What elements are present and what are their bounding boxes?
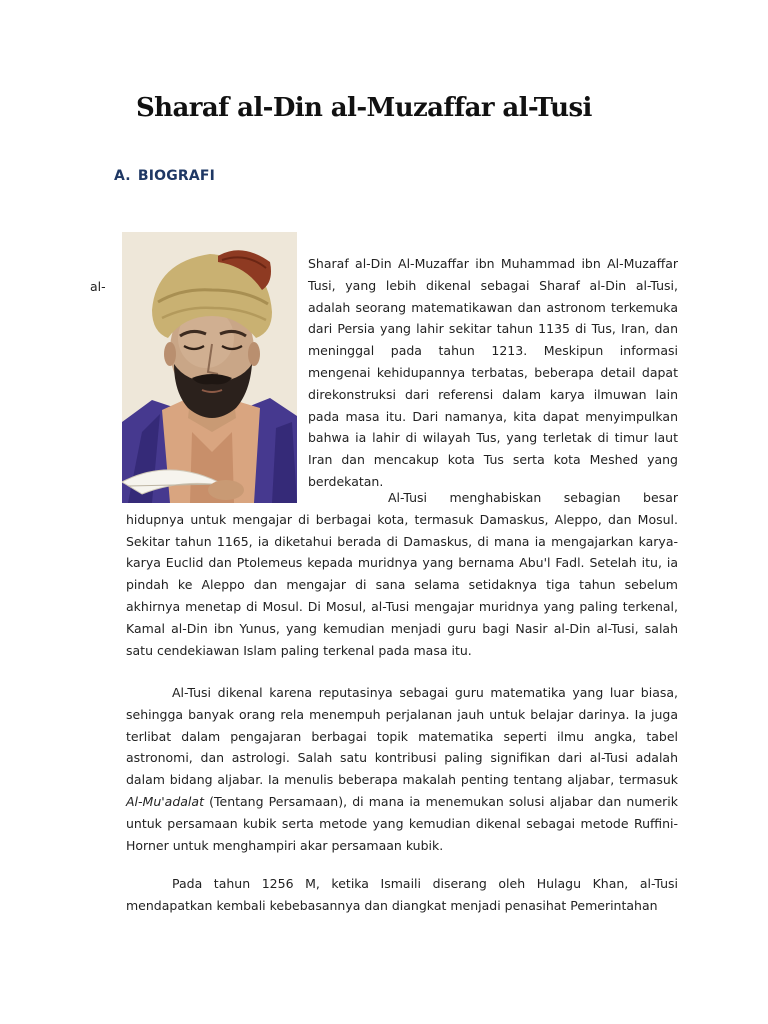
- paragraph-1: Sharaf al-Din Al-Muzaffar ibn Muhammad ibn Al-Muzaffar Tusi, yang lebih dikenal sebagai Sharaf al-Din al-Tusi, adalah seorang matematikawan dan astronom terkemuka dari Persia yang lahir sekitar tahun 1135 di Tus, Iran, dan meninggal pada tahun 1213. Meskipun informasi mengenai kehidupannya terbatas, beberapa detail dapat direkonstruksi dari referensi dalam karya ilmuwan lain pada masa itu. Dari namanya, kita dapat menyimpulkan bahwa ia lahir di wilayah Tus, yang terletak di timur laut Iran dan mencakup kota Tus serta kota Meshed yang berdekatan.: [308, 256, 678, 489]
- stray-text: al-: [90, 279, 106, 294]
- book-title: Al-Mu'adalat: [126, 793, 204, 809]
- paragraph-3: [126, 682, 678, 856]
- paragraph-3-text-b: (Tentang Persamaan), di mana ia menemukan solusi aljabar dan numerik untuk persamaan kubik serta metode yang kemudian dikenal sebagai metode Ruffini-Horner untuk menghampiri akar persamaan kubik.: [126, 793, 678, 853]
- paragraph-4: Pada tahun 1256 M, ketika Ismaili diserang oleh Hulagu Khan, al-Tusi mendapatkan kembali kebebasannya dan diangkat menjadi penasihat Pemerintahan: [126, 876, 678, 913]
- paragraph-3-text-a: Al-Tusi dikenal karena reputasinya sebagai guru matematika yang luar biasa, sehingga banyak orang rela menempuh perjalanan jauh untuk belajar darinya. Ia juga terlibat dalam pengajaran berbagai topik matematika seperti ilmu angka, tabel astronomi, dan astrologi. Salah satu kontribusi paling signifikan dari al-Tusi adalah dalam bidang aljabar. Ia menulis beberapa makalah penting tentang aljabar, termasuk: [126, 685, 678, 788]
- section-heading: [114, 168, 215, 184]
- paragraph-2: [126, 487, 678, 661]
- portrait-illustration-icon: [122, 232, 297, 503]
- document-title: Sharaf al-Din al-Muzaffar al-Tusi: [136, 93, 592, 123]
- paragraph-2-text: Al-Tusi menghabiskan sebagian besar hidupnya untuk mengajar di berbagai kota, termasuk Damaskus, Aleppo, dan Mosul. Sekitar tahun 1165, ia diketahui berada di Damaskus, di mana ia mengajarkan karya-karya Euclid dan Ptolemeus kepada muridnya yang bernama Abu'l Fadl. Setelah itu, ia pindah ke Aleppo dan mengajar di sana selama setidaknya tiga tahun sebelum akhirnya menetap di Mosul. Di Mosul, al-Tusi mengajar muridnya yang paling terkenal, Kamal al-Din ibn Yunus, yang kemudian menjadi guru bagi Nasir al-Din al-Tusi, salah satu cendekiawan Islam paling terkenal pada masa itu.: [126, 490, 678, 658]
- section-number: A.: [114, 168, 131, 184]
- section-title: BIOGRAFI: [137, 168, 216, 184]
